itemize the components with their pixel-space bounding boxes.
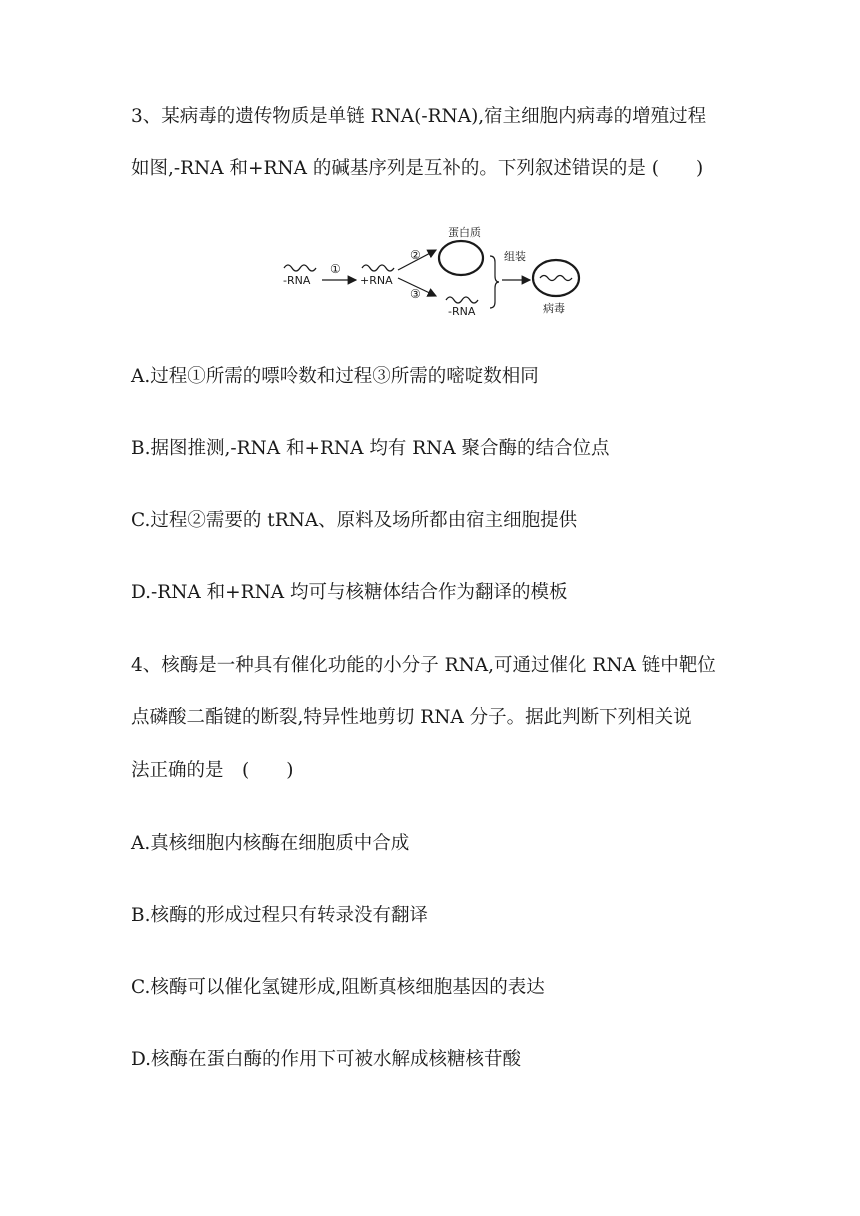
q3-stem-line1: 3、某病毒的遗传物质是单链 RNA(-RNA),宿主细胞内病毒的增殖过程 (131, 106, 707, 127)
pos-rna-strand-icon (362, 265, 394, 271)
q3-stem-line2: 如图,-RNA 和+RNA 的碱基序列是互补的。下列叙述错误的是 ( ) (131, 158, 704, 179)
q4-stem-line1: 4、核酶是一种具有催化功能的小分子 RNA,可通过催化 RNA 链中靶位 (131, 655, 716, 676)
virus-replication-diagram (276, 218, 596, 322)
step1-label: ① (330, 262, 341, 276)
neg-rna-product-label: -RNA (448, 305, 476, 318)
q3-option-b: B.据图推测,-RNA 和+RNA 均有 RNA 聚合酶的结合位点 (131, 438, 610, 459)
virus-label: 病毒 (543, 302, 565, 315)
q4-option-d: D.核酶在蛋白酶的作用下可被水解成核糖核苷酸 (131, 1049, 522, 1070)
neg-rna-label: -RNA (283, 274, 311, 287)
step3-label: ③ (410, 287, 421, 301)
neg-rna-product-strand-icon (446, 297, 478, 303)
virus-rna-icon (540, 276, 572, 281)
q4-option-c: C.核酶可以催化氢键形成,阻断真核细胞基因的表达 (131, 977, 545, 998)
protein-label: 蛋白质 (448, 226, 481, 239)
protein-capsid-icon (439, 241, 483, 275)
q3-option-d: D.-RNA 和+RNA 均可与核糖体结合作为翻译的模板 (131, 582, 568, 603)
q3-option-a: A.过程①所需的嘌呤数和过程③所需的嘧啶数相同 (131, 366, 539, 387)
q4-option-b: B.核酶的形成过程只有转录没有翻译 (131, 905, 428, 926)
assemble-label: 组装 (504, 250, 526, 263)
step2-label: ② (410, 248, 421, 262)
neg-rna-strand-icon (284, 265, 316, 271)
brace-icon (490, 256, 499, 308)
pos-rna-label: +RNA (360, 274, 393, 287)
q4-stem-line3: 法正确的是 ( ) (131, 760, 294, 781)
q3-option-c: C.过程②需要的 tRNA、原料及场所都由宿主细胞提供 (131, 510, 578, 531)
q4-stem-line2: 点磷酸二酯键的断裂,特异性地剪切 RNA 分子。据此判断下列相关说 (131, 707, 692, 728)
q4-option-a: A.真核细胞内核酶在细胞质中合成 (131, 833, 410, 854)
